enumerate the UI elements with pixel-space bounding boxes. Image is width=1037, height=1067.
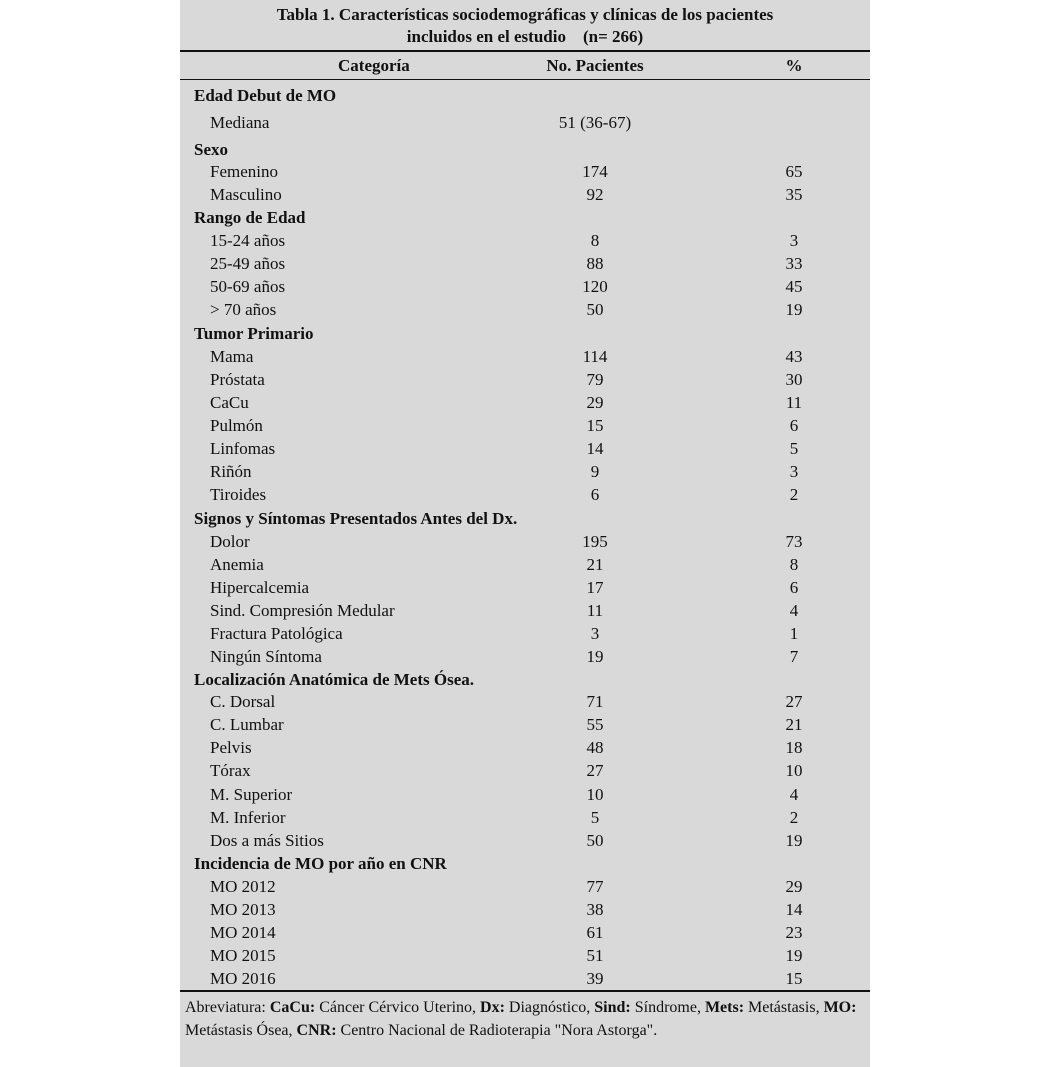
row-percent: 4 (789, 785, 799, 804)
row-category: Sind. Compresión Medular (210, 601, 395, 620)
table-row (180, 875, 870, 898)
table-row (180, 921, 870, 944)
table-row (180, 483, 870, 506)
row-patients: 27 (586, 761, 604, 780)
row-category: Anemia (210, 555, 264, 574)
footnote (185, 996, 865, 1042)
row-percent: 19 (785, 831, 803, 850)
footnote-text: Cáncer Cérvico Uterino, (315, 999, 481, 1016)
row-category: Masculino (210, 185, 282, 204)
row-percent: 4 (789, 601, 799, 620)
table-row (180, 690, 870, 713)
section-label: Localización Anatómica de Mets Ósea. (194, 670, 474, 689)
row-category: Dos a más Sitios (210, 831, 324, 850)
row-patients: 50 (586, 300, 604, 319)
footnote-text: Abreviatura: (185, 999, 270, 1016)
row-category: C. Dorsal (210, 692, 276, 711)
row-patients: 48 (586, 738, 604, 757)
row-patients: 39 (586, 969, 604, 988)
row-percent: 15 (785, 969, 803, 988)
table-row (180, 622, 870, 645)
row-category: Próstata (210, 370, 265, 389)
section-label: Sexo (194, 140, 228, 159)
section-label: Tumor Primario (194, 324, 314, 343)
row-percent: 19 (785, 300, 803, 319)
row-category: M. Inferior (210, 808, 286, 827)
row-category: MO 2015 (210, 946, 276, 965)
row-category: Ningún Síntoma (210, 647, 322, 666)
row-patients: 79 (586, 370, 604, 389)
row-percent: 11 (785, 393, 803, 412)
row-patients: 92 (586, 185, 604, 204)
table-row (180, 391, 870, 414)
table-row (180, 252, 870, 275)
section-header-row (180, 322, 870, 345)
row-patients: 3 (590, 624, 600, 643)
row-percent: 3 (789, 231, 799, 250)
header-category: Categoría (338, 56, 410, 75)
footnote-text: Centro Nacional de Radioterapia "Nora Astorga". (336, 1022, 658, 1039)
row-percent: 35 (785, 185, 803, 204)
row-category: C. Lumbar (210, 715, 284, 734)
row-patients: 88 (586, 254, 604, 273)
row-percent: 5 (789, 439, 799, 458)
row-patients: 51 (36-67) (558, 113, 632, 132)
section-header-row (180, 138, 870, 161)
row-percent: 1 (789, 624, 799, 643)
row-patients: 51 (586, 946, 604, 965)
table-row (180, 553, 870, 576)
table-row (180, 806, 870, 829)
row-patients: 55 (586, 715, 604, 734)
row-percent: 73 (785, 532, 803, 551)
row-percent: 7 (789, 647, 799, 666)
row-category: Dolor (210, 532, 250, 551)
row-percent: 19 (785, 946, 803, 965)
footnote-abbrev: Mets: (704, 999, 745, 1016)
table-row (180, 759, 870, 782)
section-label: Rango de Edad (194, 208, 306, 227)
row-category: MO 2014 (210, 923, 276, 942)
row-patients: 19 (586, 647, 604, 666)
row-category: Mediana (210, 113, 270, 132)
table-row (180, 460, 870, 483)
row-percent: 14 (785, 900, 803, 919)
row-patients: 61 (586, 923, 604, 942)
footnote-abbrev: MO: (823, 999, 857, 1016)
footnote-abbrev: Dx: (480, 999, 505, 1016)
row-patients: 77 (586, 877, 604, 896)
header-rule (180, 79, 870, 80)
table-row (180, 645, 870, 668)
table-row (180, 944, 870, 967)
row-patients: 17 (586, 578, 604, 597)
row-percent: 21 (785, 715, 803, 734)
row-category: Femenino (210, 162, 278, 181)
row-patients: 9 (590, 462, 600, 481)
row-percent: 30 (785, 370, 803, 389)
row-percent: 2 (789, 808, 799, 827)
row-category: CaCu (210, 393, 249, 412)
row-patients: 14 (586, 439, 604, 458)
row-patients: 8 (590, 231, 600, 250)
row-percent: 10 (785, 761, 803, 780)
row-category: 50-69 años (210, 277, 286, 296)
table-title-line2: incluidos en el estudio (n= 266) (406, 27, 644, 46)
row-patients: 10 (586, 785, 604, 804)
table-row (180, 736, 870, 759)
section-header-row (180, 668, 870, 691)
row-percent: 3 (789, 462, 799, 481)
row-category: M. Superior (210, 785, 293, 804)
row-category: Mama (210, 347, 254, 366)
bottom-rule (180, 990, 870, 992)
row-percent: 43 (785, 347, 803, 366)
table-row (180, 345, 870, 368)
row-percent: 18 (785, 738, 803, 757)
footnote-abbrev: CaCu: (269, 999, 316, 1016)
row-category: 15-24 años (210, 231, 286, 250)
footnote-abbrev: Sind: (594, 999, 631, 1016)
footnote-text: Síndrome, (630, 999, 705, 1016)
table-row (180, 111, 870, 134)
row-patients: 5 (590, 808, 600, 827)
table-row (180, 783, 870, 806)
row-category: 25-49 años (210, 254, 286, 273)
row-patients: 15 (586, 416, 604, 435)
row-patients: 11 (586, 601, 604, 620)
table-row (180, 713, 870, 736)
row-category: MO 2012 (210, 877, 276, 896)
section-header-row (180, 84, 870, 107)
table-row (180, 898, 870, 921)
section-header-row (180, 507, 870, 530)
table-row (180, 437, 870, 460)
section-header-row (180, 852, 870, 875)
table-row (180, 829, 870, 852)
row-patients: 38 (586, 900, 604, 919)
row-category: MO 2016 (210, 969, 276, 988)
table-panel (180, 0, 870, 1067)
row-patients: 29 (586, 393, 604, 412)
section-header-row (180, 206, 870, 229)
table-row (180, 530, 870, 553)
row-percent: 33 (785, 254, 803, 273)
row-category: > 70 años (210, 300, 277, 319)
table-row (180, 275, 870, 298)
table-title (180, 4, 870, 48)
table-row (180, 183, 870, 206)
row-category: Pelvis (210, 738, 252, 757)
table-title-line1: Tabla 1. Características sociodemográficas y clínicas de los pacientes (276, 5, 774, 24)
row-percent: 65 (785, 162, 803, 181)
row-patients: 114 (582, 347, 608, 366)
header-patients: No. Pacientes (546, 56, 644, 75)
row-percent: 27 (785, 692, 803, 711)
table-row (180, 229, 870, 252)
row-category: Linfomas (210, 439, 276, 458)
row-percent: 6 (789, 578, 799, 597)
section-label: Edad Debut de MO (194, 86, 337, 105)
section-label: Incidencia de MO por año en CNR (194, 854, 447, 873)
row-patients: 21 (586, 555, 604, 574)
row-patients: 195 (582, 532, 608, 551)
row-percent: 23 (785, 923, 803, 942)
top-rule (180, 50, 870, 52)
table-row (180, 414, 870, 437)
row-category: MO 2013 (210, 900, 276, 919)
footnote-text: Metástasis Ósea, (185, 1022, 297, 1039)
row-category: Tiroides (210, 485, 267, 504)
footnote-text: Metástasis, (744, 999, 824, 1016)
row-percent: 6 (789, 416, 799, 435)
footnote-abbrev: CNR: (296, 1022, 337, 1039)
row-percent: 8 (789, 555, 799, 574)
footnote-text: Diagnóstico, (504, 999, 595, 1016)
table-row (180, 160, 870, 183)
table-row (180, 967, 870, 990)
row-patients: 174 (582, 162, 608, 181)
row-category: Hipercalcemia (210, 578, 310, 597)
row-patients: 6 (590, 485, 600, 504)
row-percent: 29 (785, 877, 803, 896)
row-category: Riñón (210, 462, 252, 481)
section-label: Signos y Síntomas Presentados Antes del Dx. (194, 509, 518, 528)
table-row (180, 368, 870, 391)
row-category: Fractura Patológica (210, 624, 343, 643)
table-row (180, 576, 870, 599)
row-percent: 2 (789, 485, 799, 504)
row-patients: 50 (586, 831, 604, 850)
row-patients: 71 (586, 692, 604, 711)
row-patients: 120 (582, 277, 608, 296)
row-category: Pulmón (210, 416, 263, 435)
table-row (180, 599, 870, 622)
row-category: Tórax (210, 761, 251, 780)
row-percent: 45 (785, 277, 803, 296)
table-row (180, 298, 870, 321)
header-percent: % (785, 56, 803, 75)
